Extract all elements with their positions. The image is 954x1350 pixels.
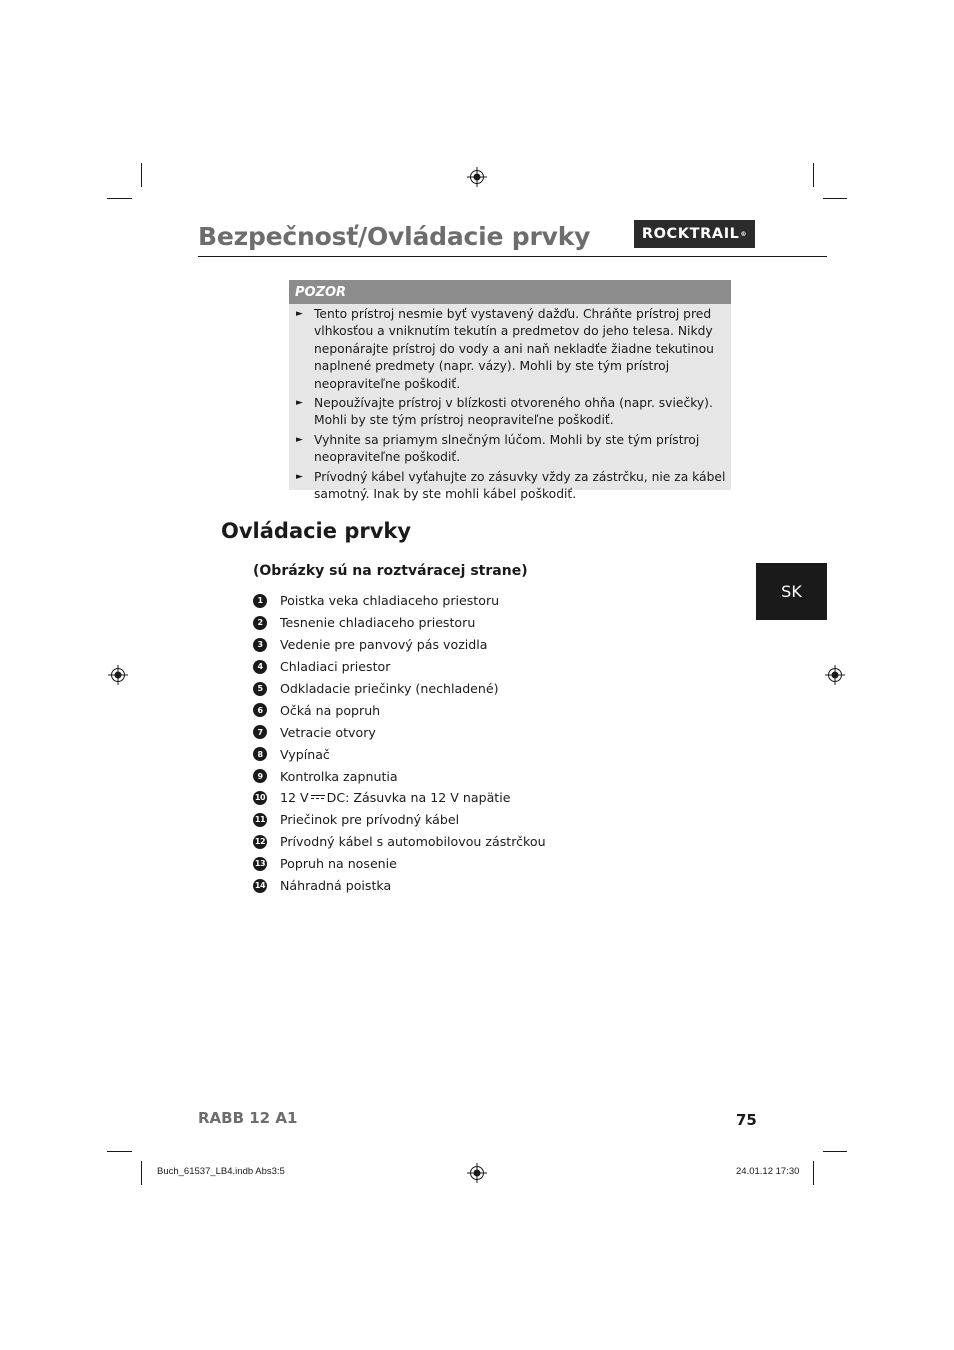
list-item: [253, 656, 546, 678]
list-item: [253, 634, 546, 656]
warning-item: [296, 395, 726, 430]
warning-item-text: Tento prístroj nesmie byť vystavený dažďu. Chráňte prístroj pred vlhkosťou a vniknutím tekutín a predmetov do jeho telesa. Nikdy neponárajte prístroj do vody a ani naň nekladťe žiadne tekutinou naplnené predmety (napr. vázy). Mohli by ste tým prístroj neopraviteľne poškodiť.: [314, 307, 714, 391]
warning-item-text: Vyhnite sa priamym slnečným lúčom. Mohli by ste tým prístroj neopraviteľne poškodiť.: [314, 432, 700, 465]
warning-item: [296, 306, 726, 393]
item-label: Priečinok pre prívodný kábel: [280, 812, 460, 828]
section-title: Ovládacie prvky: [221, 519, 412, 543]
registration-mark-icon: [825, 665, 845, 685]
warning-item: [296, 469, 726, 504]
warning-item: [296, 432, 726, 467]
registration-mark-icon: [467, 1163, 487, 1183]
page-number: 75: [736, 1111, 757, 1129]
list-item: [253, 721, 546, 743]
warning-heading: POZOR: [289, 280, 731, 304]
arrow-right-icon: ►: [296, 471, 303, 482]
item-number: 11: [253, 813, 267, 827]
dc-symbol-icon: [311, 794, 325, 801]
registration-mark-icon: [108, 665, 128, 685]
warning-item-text: Nepoužívajte prístroj v blízkosti otvoreného ohňa (napr. sviečky). Mohli by ste tým prístroj neopraviteľne poškodiť.: [314, 396, 713, 428]
brand-logo: [634, 220, 755, 248]
item-number: 14: [253, 879, 267, 893]
list-item: [253, 809, 546, 831]
brand-trademark: ®: [740, 230, 748, 238]
controls-list: [253, 590, 546, 896]
item-number: 3: [253, 638, 267, 652]
item-label: Očká na popruh: [280, 702, 381, 718]
list-item: [253, 831, 546, 853]
title-divider: [198, 256, 827, 257]
arrow-right-icon: ►: [296, 398, 303, 409]
arrow-right-icon: ►: [296, 309, 303, 319]
item-label: Vedenie pre panvový pás vozidla: [280, 637, 488, 653]
list-item: [253, 699, 546, 721]
item-number: 9: [253, 769, 267, 783]
arrow-right-icon: ►: [296, 434, 303, 445]
item-label: Kontrolka zapnutia: [280, 768, 398, 784]
item-number: 13: [253, 857, 267, 871]
section-subtitle: (Obrázky sú na roztváracej strane): [253, 563, 528, 579]
brand-name: ROCKTRAIL: [641, 226, 740, 242]
list-item: [253, 787, 546, 809]
item-label: Poistka veka chladiaceho priestoru: [280, 593, 500, 609]
crop-mark: [107, 1151, 132, 1152]
crop-mark: [813, 163, 814, 187]
print-slug-file: Buch_61537_LB4.indb Abs3:5: [157, 1166, 285, 1177]
crop-mark: [823, 1151, 847, 1152]
crop-mark: [141, 1161, 142, 1185]
item-number: 12: [253, 835, 267, 849]
item-label: Vetracie otvory: [280, 724, 376, 740]
item-label: Tesnenie chladiaceho priestoru: [280, 615, 476, 631]
list-item: [253, 875, 546, 897]
item-label: Chladiaci priestor: [280, 659, 391, 675]
registration-mark-icon: [467, 167, 487, 187]
item-number: 7: [253, 725, 267, 739]
item-number: 10: [253, 791, 267, 805]
list-item: [253, 612, 546, 634]
list-item: [253, 765, 546, 787]
item-label: Náhradná poistka: [280, 878, 392, 894]
language-tab: SK: [756, 563, 827, 620]
item-number: 6: [253, 703, 267, 717]
model-name: RABB 12 A1: [198, 1109, 298, 1127]
item-number: 1: [253, 594, 267, 608]
item-number: 2: [253, 616, 267, 630]
item-label: Vypínač: [280, 746, 330, 762]
list-item: [253, 853, 546, 875]
item-label: Odkladacie priečinky (nechladené): [280, 681, 499, 696]
item-label-prefix: 12 V: [280, 790, 309, 806]
item-number: 8: [253, 747, 267, 761]
list-item: [253, 743, 546, 765]
item-number: 5: [253, 682, 267, 696]
crop-mark: [141, 163, 142, 187]
item-label: Popruh na nosenie: [280, 856, 397, 872]
item-label: DC: Zásuvka na 12 V napätie: [326, 790, 511, 806]
item-label: Prívodný kábel s automobilovou zástrčkou: [280, 834, 546, 850]
warning-list: [296, 306, 726, 505]
list-item: [253, 678, 546, 700]
crop-mark: [813, 1161, 814, 1185]
crop-mark: [823, 198, 847, 199]
print-slug-date: 24.01.12 17:30: [736, 1166, 800, 1177]
item-number: 4: [253, 660, 267, 674]
crop-mark: [107, 198, 132, 199]
warning-item-text: Prívodný kábel vyťahujte zo zásuvky vždy za zástrčku, nie za kábel samotný. Inak by ste mohli kábel poškodiť.: [314, 469, 726, 502]
page-title: Bezpečnosť/Ovládacie prvky: [198, 222, 591, 251]
list-item: [253, 590, 546, 612]
